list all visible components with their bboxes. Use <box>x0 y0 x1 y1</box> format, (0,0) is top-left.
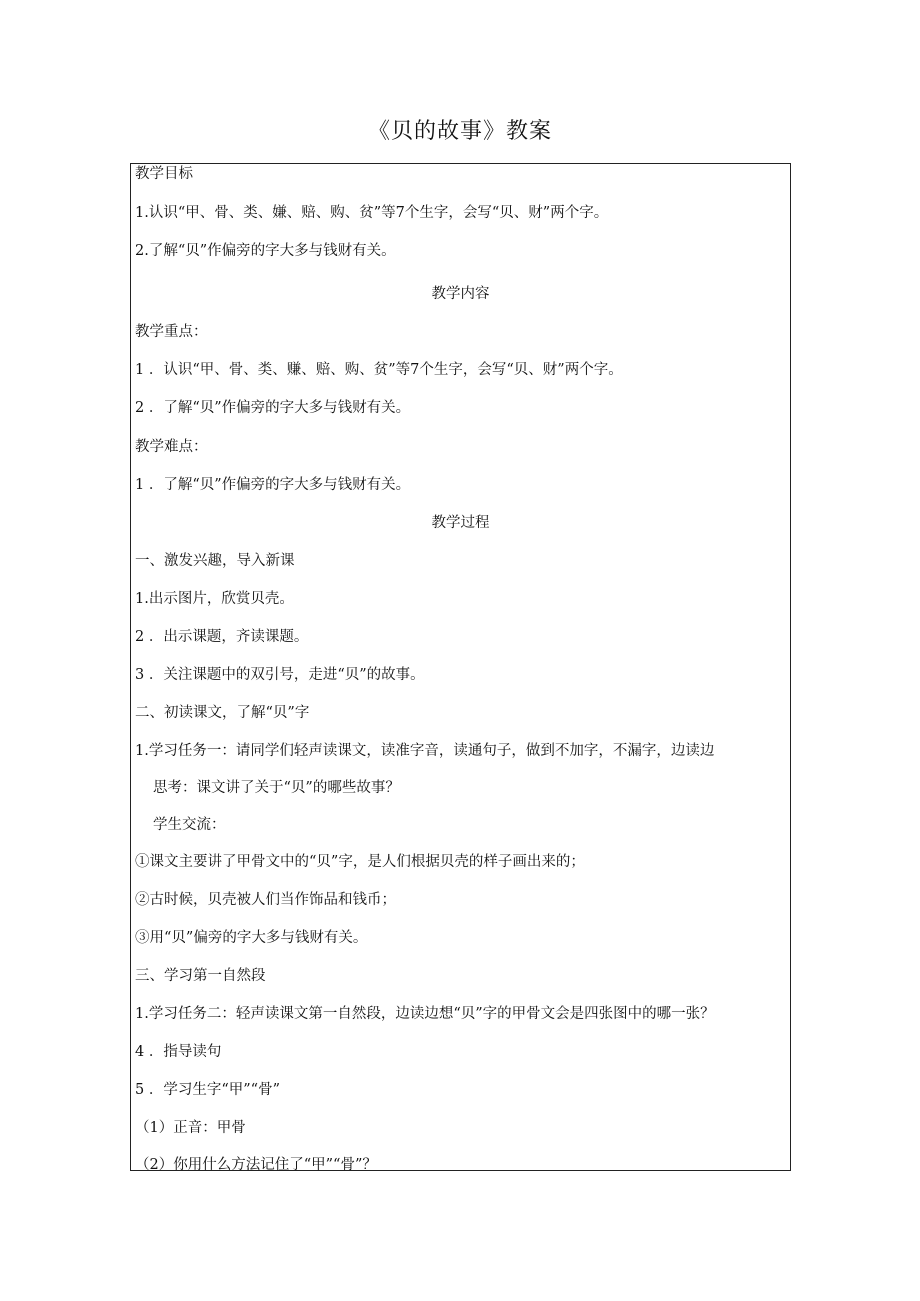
document-title: 《贝的故事》教案 <box>367 119 552 144</box>
key-point-item: 2 ．了解“贝”作偏旁的字大多与钱财有关。 <box>135 400 411 416</box>
exchange-point: ②古时候，贝壳被人们当作饰品和钱币； <box>135 892 396 908</box>
exchange-point: ③用“贝”偏旁的字大多与钱财有关。 <box>135 930 368 946</box>
process-item-continued: 思考：课文讲了关于“贝”的哪些故事？ <box>153 780 400 796</box>
key-point-item: 1 ．认识“甲、骨、类、赚、赔、购、贫”等7个生字，会写“贝、财”两个字。 <box>135 362 623 378</box>
section-heading-objectives: 教学目标 <box>135 166 193 182</box>
process-item: 4 ．指导读句 <box>135 1044 222 1060</box>
sub-item: （2）你用什么方法记住了“甲”“骨”？ <box>135 1157 377 1173</box>
exchange-point: ①课文主要讲了甲骨文中的“贝”字，是人们根据贝壳的样子画出来的； <box>135 854 585 870</box>
section-heading-process: 教学过程 <box>431 515 490 531</box>
process-step-heading: 二、初读课文，了解“贝”字 <box>135 705 310 721</box>
process-step-heading: 三、学习第一自然段 <box>135 968 266 984</box>
process-item: 3 ．关注课题中的双引号，走进“贝”的故事。 <box>135 667 425 683</box>
sub-item: （1）正音：甲骨 <box>135 1120 246 1136</box>
process-item: 1.学习任务二：轻声读课文第一自然段，边读边想“贝”字的甲骨文会是四张图中的哪一张？ <box>135 1006 715 1022</box>
process-item: 2 ．出示课题，齐读课题。 <box>135 629 309 645</box>
difficult-point-item: 1 ．了解“贝”作偏旁的字大多与钱财有关。 <box>135 477 411 493</box>
lesson-plan-table <box>130 163 791 1171</box>
process-step-heading: 一、激发兴趣，导入新课 <box>135 553 295 569</box>
subheading-difficult-points: 教学难点： <box>135 439 208 455</box>
subheading-key-points: 教学重点： <box>135 324 208 340</box>
process-item: 1.出示图片，欣赏贝壳。 <box>135 591 294 607</box>
student-exchange-label: 学生交流： <box>153 817 226 833</box>
process-item: 1.学习任务一：请同学们轻声读课文，读准字音，读通句子，做到不加字，不漏字，边读边 <box>135 743 715 759</box>
objective-item: 2.了解“贝”作偏旁的字大多与钱财有关。 <box>135 243 396 259</box>
process-item: 5 ．学习生字“甲”“骨” <box>135 1082 280 1098</box>
objective-item: 1.认识“甲、骨、类、嫌、赔、购、贫”等7个生字，会写“贝、财”两个字。 <box>135 205 609 221</box>
section-heading-content: 教学内容 <box>431 286 490 302</box>
